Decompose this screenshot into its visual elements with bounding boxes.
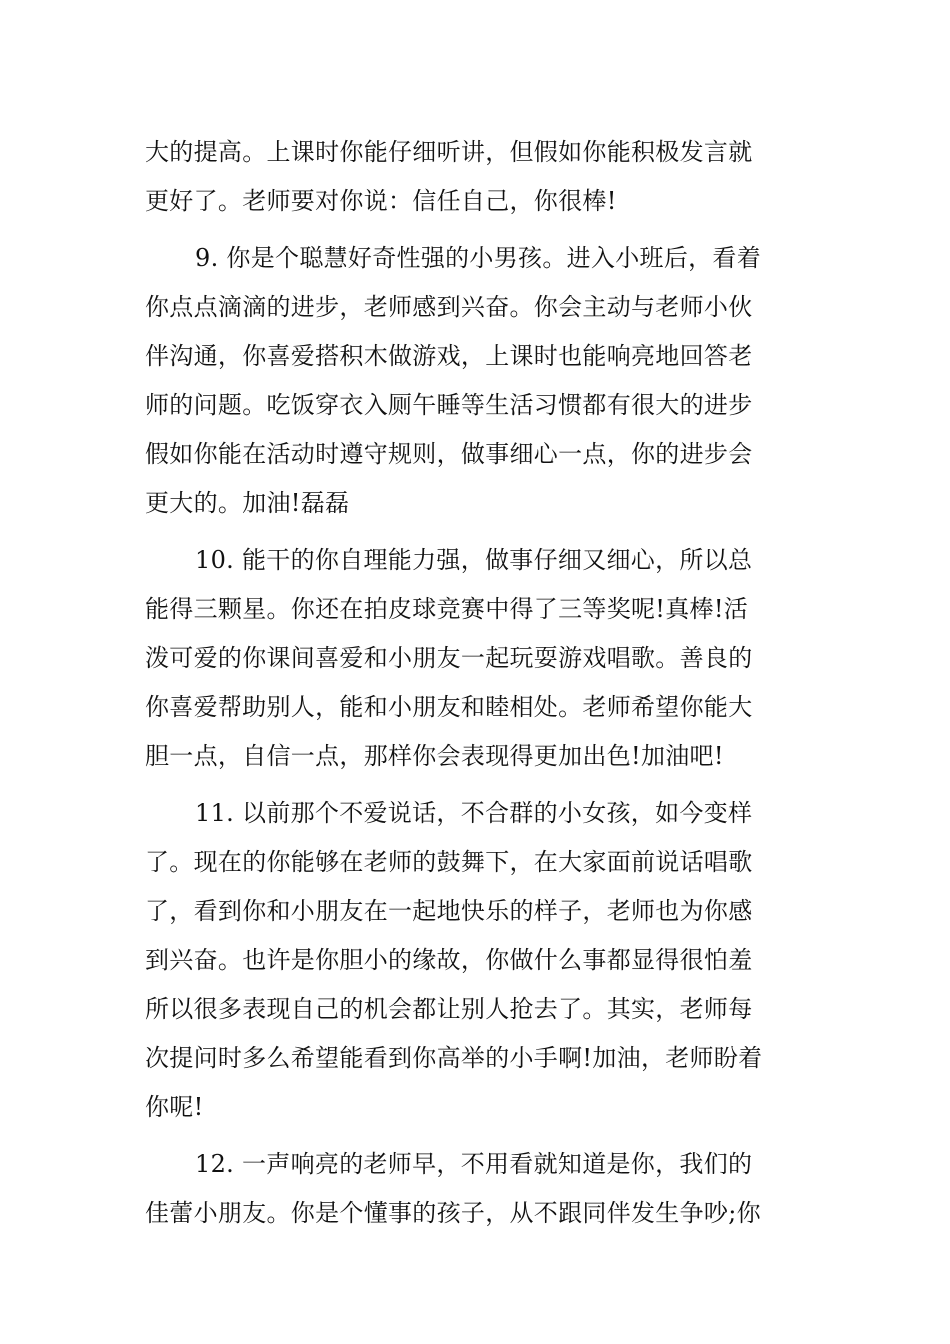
paragraph-continuation (145, 128, 810, 226)
text-line: 你点点滴滴的进步，老师感到兴奋。你会主动与老师小伙 (145, 293, 753, 321)
text-line: 所以很多表现自己的机会都让别人抢去了。其实，老师每 (145, 995, 753, 1023)
paragraph-item-9 (145, 234, 810, 528)
text-line: 大的提高。上课时你能仔细听讲，但假如你能积极发言就 (145, 138, 753, 166)
text-line: 了。现在的你能够在老师的鼓舞下，在大家面前说话唱歌 (145, 848, 753, 876)
text-line: 佳蕾小朋友。你是个懂事的孩子，从不跟同伴发生争吵;你 (145, 1199, 761, 1227)
text-line: 你呢! (145, 1093, 204, 1121)
text-line: 师的问题。吃饭穿衣入厕午睡等生活习惯都有很大的进步 (145, 391, 753, 419)
text-line: 了，看到你和小朋友在一起地快乐的样子，老师也为你感 (145, 897, 753, 925)
paragraph-item-11 (145, 789, 810, 1132)
text-line: 能得三颗星。你还在拍皮球竞赛中得了三等奖呢!真棒!活 (145, 595, 749, 623)
paragraph-item-10 (145, 536, 810, 781)
text-line: 11. 以前那个不爱说话，不合群的小女孩，如今变样 (195, 799, 753, 827)
text-line: 次提问时多么希望能看到你高举的小手啊!加油，老师盼着 (145, 1044, 763, 1072)
text-line: 9. 你是个聪慧好奇性强的小男孩。进入小班后，看着 (195, 244, 762, 272)
text-line: 更大的。加油!磊磊 (145, 489, 350, 517)
paragraph-item-12 (145, 1140, 810, 1238)
text-line: 胆一点，自信一点，那样你会表现得更加出色!加油吧! (145, 742, 724, 770)
text-line: 泼可爱的你课间喜爱和小朋友一起玩耍游戏唱歌。善良的 (145, 644, 753, 672)
text-line: 你喜爱帮助别人，能和小朋友和睦相处。老师希望你能大 (145, 693, 753, 721)
text-line: 到兴奋。也许是你胆小的缘故，你做什么事都显得很怕羞 (145, 946, 753, 974)
text-line: 更好了。老师要对你说：信任自己，你很棒! (145, 187, 617, 215)
document-body (145, 128, 810, 1238)
text-line: 假如你能在活动时遵守规则，做事细心一点，你的进步会 (145, 440, 753, 468)
text-line: 伴沟通，你喜爱搭积木做游戏，上课时也能响亮地回答老 (145, 342, 753, 370)
text-line: 10. 能干的你自理能力强，做事仔细又细心，所以总 (195, 546, 753, 574)
text-line: 12. 一声响亮的老师早，不用看就知道是你，我们的 (195, 1150, 753, 1178)
